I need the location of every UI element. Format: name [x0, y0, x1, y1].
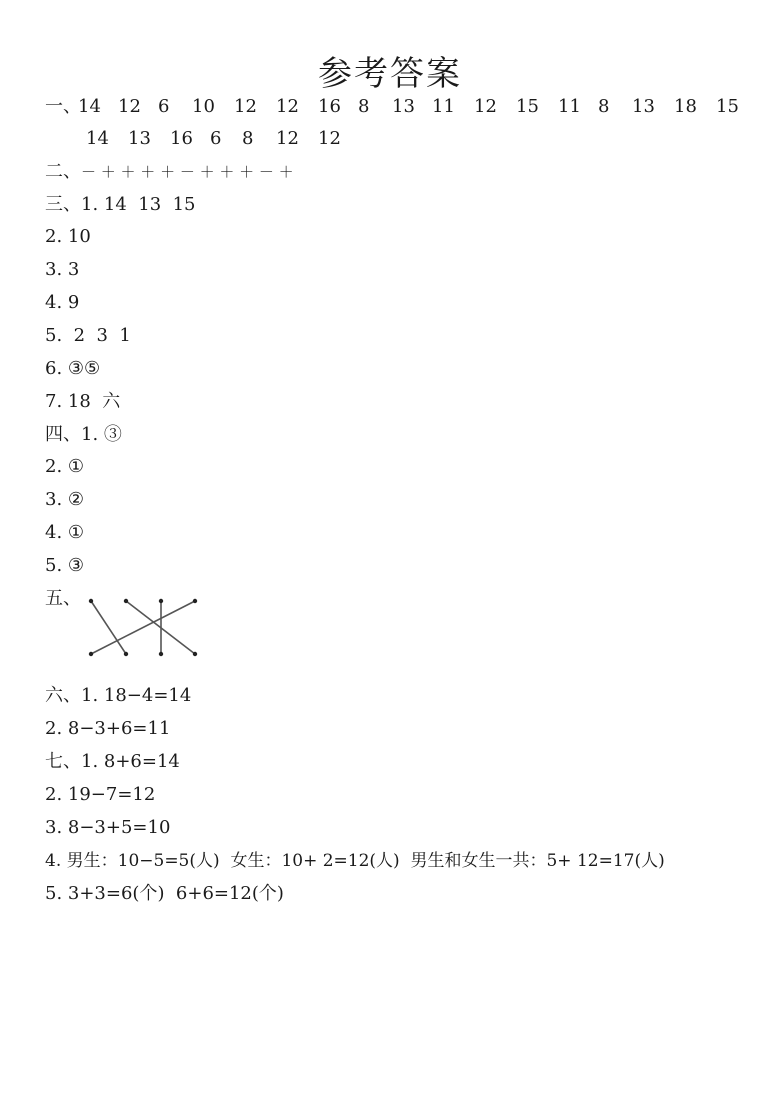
q6-item-2: 2. 8−3+6=11 [45, 718, 171, 739]
q3-item-6: 6. ③⑤ [45, 358, 101, 379]
match-dot [159, 599, 163, 603]
q6-line-1 [45, 685, 191, 707]
q3-item-5: 5. 2 3 1 [45, 325, 131, 346]
q4-item-4: 4. ① [45, 522, 85, 543]
q1-answer: 10 [192, 96, 215, 117]
q1-answer: 12 [118, 96, 141, 117]
q7-line-1 [45, 751, 180, 773]
q1-answer: 6 [158, 96, 170, 117]
q3-item-1: 1. 14 13 15 [81, 194, 196, 215]
q1-answer: 14 [86, 128, 109, 149]
q1-answer: 16 [318, 96, 341, 117]
q1-answer: 8 [242, 128, 254, 149]
q4-label: 四、 [45, 424, 81, 445]
q3-item-3: 3. 3 [45, 259, 80, 280]
q3-item-7: 7. 18 六 [45, 391, 121, 412]
q4-item-3: 3. ② [45, 489, 85, 510]
match-dot [159, 652, 163, 656]
page-title: 参考答案 [318, 54, 462, 94]
q4-item-1: 1. ③ [81, 424, 122, 445]
q1-answer: 12 [234, 96, 257, 117]
q1-answer: 8 [358, 96, 370, 117]
q1-answer: 6 [210, 128, 222, 149]
q2-signs: － ＋ ＋ ＋ ＋ － ＋ ＋ ＋ － ＋ [81, 163, 294, 181]
q1-answer: 14 [78, 96, 101, 117]
q1-answer: 13 [392, 96, 415, 117]
q7-item-2: 2. 19−7=12 [45, 784, 156, 805]
q1-answer: 8 [598, 96, 610, 117]
q3-line-1 [45, 194, 196, 216]
q1-answer: 12 [474, 96, 497, 117]
q1-label: 一、 [45, 96, 81, 117]
q4-line-1 [45, 424, 122, 446]
matching-lines-diagram [85, 593, 205, 663]
q1-answer: 12 [276, 96, 299, 117]
q4-item-2: 2. ① [45, 456, 85, 477]
q6-item-1: 1. 18−4=14 [81, 685, 192, 706]
q2-line [45, 161, 294, 183]
q7-item-4: 4. 男生：10−5=5(人) 女生：10+ 2=12(人) 男生和女生一共：5+ 12=17(人) [45, 851, 665, 871]
q1-answer: 11 [558, 96, 581, 117]
match-dot [124, 652, 128, 656]
match-dot [89, 652, 93, 656]
q4-item-5: 5. ③ [45, 555, 85, 576]
q1-answer: 13 [632, 96, 655, 117]
q7-item-3: 3. 8−3+5=10 [45, 817, 171, 838]
q3-label: 三、 [45, 194, 81, 215]
q1-answer: 11 [432, 96, 455, 117]
q5-label: 五、 [45, 588, 81, 609]
q7-item-1: 1. 8+6=14 [81, 751, 180, 772]
q1-answer: 12 [318, 128, 341, 149]
q1-answer: 16 [170, 128, 193, 149]
q3-item-4: 4. 9 [45, 292, 80, 313]
match-dot [124, 599, 128, 603]
match-line-4 [91, 601, 195, 654]
match-dot [193, 599, 197, 603]
q2-label: 二、 [45, 161, 81, 182]
match-dot [193, 652, 197, 656]
q1-answer: 15 [516, 96, 539, 117]
match-line-1 [91, 601, 126, 654]
q6-label: 六、 [45, 685, 81, 706]
q1-answer: 13 [128, 128, 151, 149]
q1-answer: 15 [716, 96, 739, 117]
q7-item-5: 5. 3+3=6(个) 6+6=12(个) [45, 883, 284, 904]
q1-answer: 18 [674, 96, 697, 117]
match-dot [89, 599, 93, 603]
q7-label: 七、 [45, 751, 81, 772]
q3-item-2: 2. 10 [45, 226, 91, 247]
q1-answer: 12 [276, 128, 299, 149]
